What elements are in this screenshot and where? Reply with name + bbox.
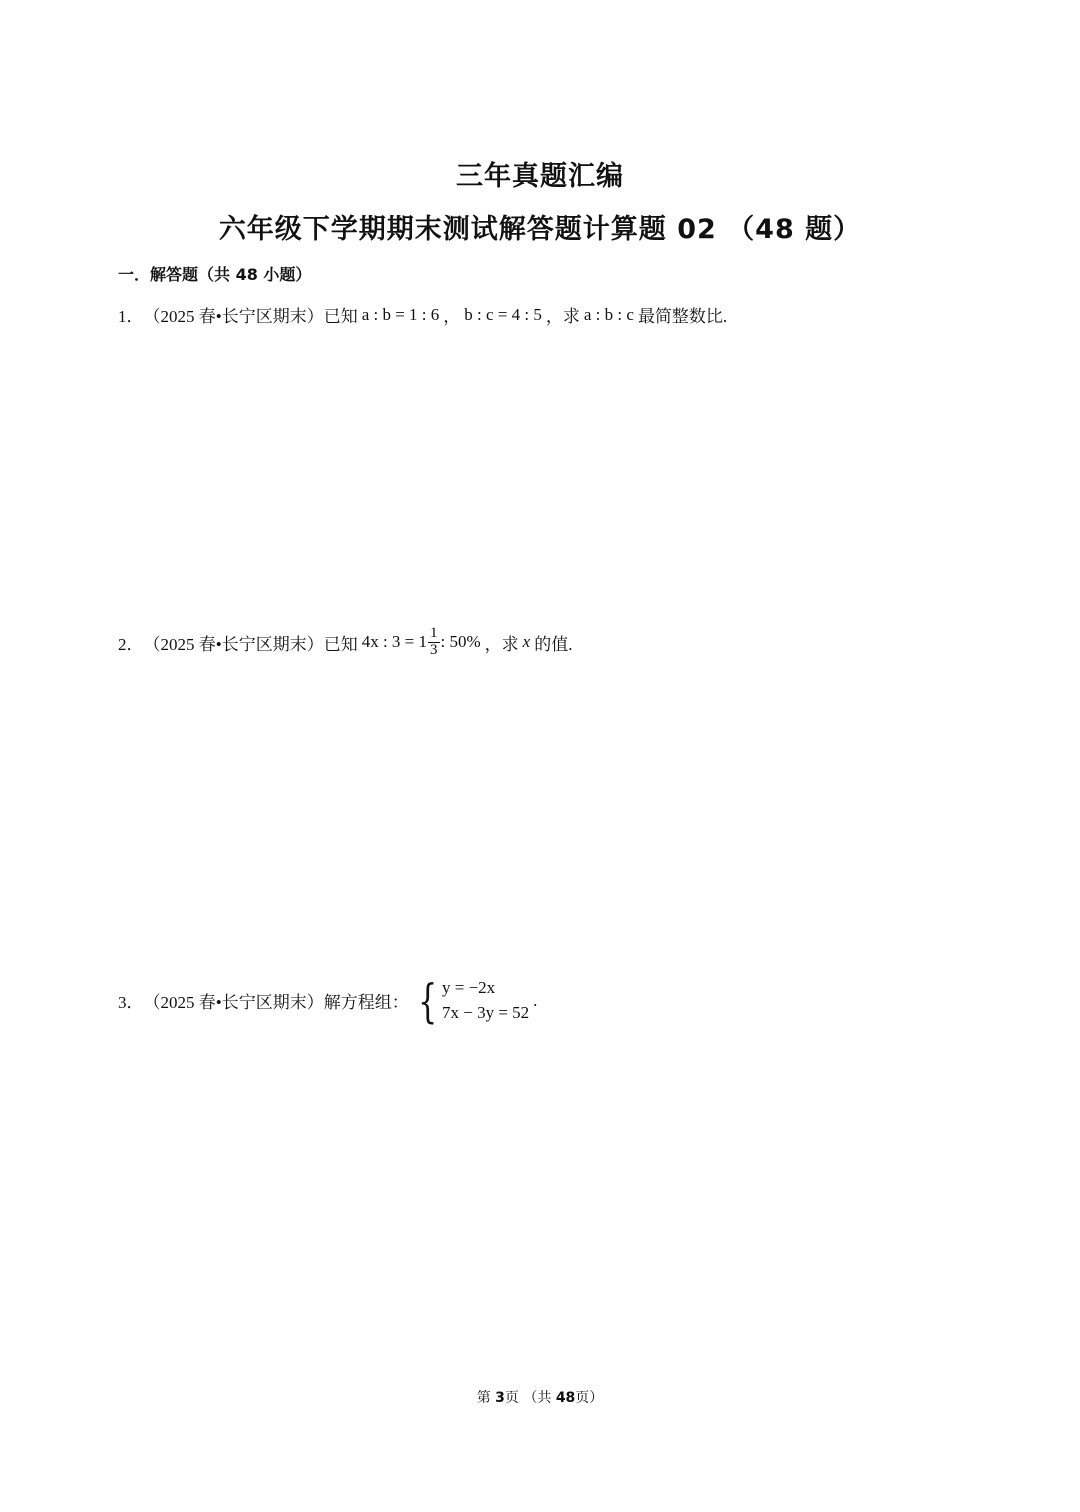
question-text: . [533,990,538,1010]
question-text: 已知 [323,307,358,326]
footer-text: 页） [575,1390,604,1406]
math-right: : 50% [440,632,481,652]
equation-system [413,973,530,1028]
left-brace-icon: { [417,973,437,1028]
question-number: 1． [118,307,144,326]
question-2 [118,626,572,659]
fraction-numerator: 1 [430,625,438,641]
equation-list [442,976,529,1025]
document-title: 三年真题汇编 [456,161,624,192]
fraction [428,626,440,659]
question-text: 已知 [323,634,358,654]
question-source: （2025 春•长宁区期末） [143,634,324,654]
footer-text: 第 [476,1390,496,1406]
math-expression [362,626,481,659]
equation-1: y = −2x [441,978,496,997]
document-subtitle: 六年级下学期期末测试解答题计算题 02 （48 题） [218,214,862,245]
question-source: （2025 春•长宁区期末） [143,993,324,1013]
question-number: 2． [118,634,144,654]
equation-2: 7x − 3y = 52 [441,1002,530,1022]
page-footer [0,1387,1080,1407]
section-heading: 一．解答题（共 48 小题） [118,265,312,284]
page-total: 48 [555,1390,576,1406]
question-1 [118,302,727,327]
page-number: 3 [495,1390,505,1406]
question-text: ，求 [545,307,580,326]
footer-text: 页 （共 [504,1390,556,1406]
question-3 [118,973,538,1028]
question-number: 3． [118,993,144,1013]
math-expression: a : b : c [583,304,634,324]
question-text: 的值. [534,634,573,654]
question-text: ，求 [484,634,519,654]
question-text: 解方程组： [323,993,409,1013]
question-text: ， [443,307,461,326]
question-text: 最简整数比. [637,307,728,326]
math-left: 4x : 3 = 1 [361,632,428,652]
fraction-denominator: 3 [430,641,438,658]
math-expression: b : c = 4 : 5 [464,304,542,324]
math-expression: a : b = 1 : 6 [361,304,440,324]
question-source: （2025 春•长宁区期末） [143,307,324,326]
math-variable: x [522,632,531,652]
